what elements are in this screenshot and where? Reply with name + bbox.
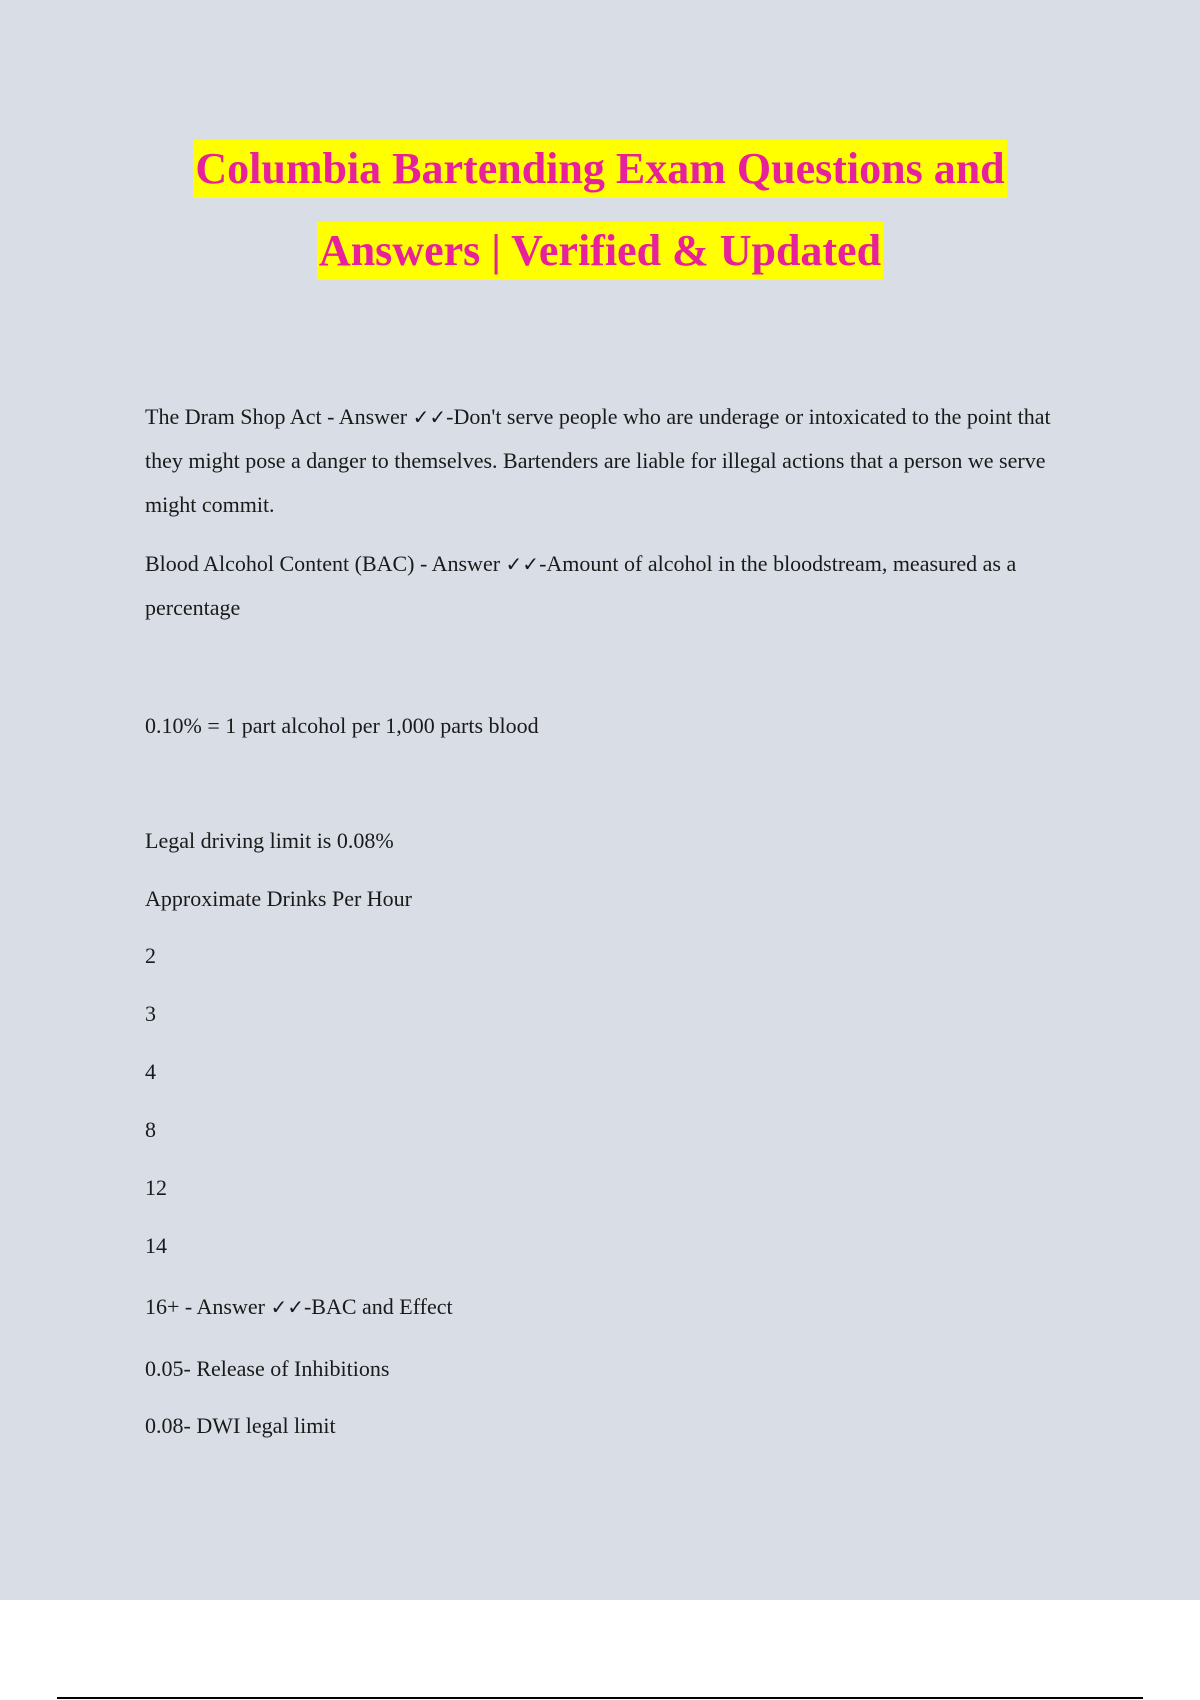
document-title <box>0 140 1200 304</box>
qa-item-bac-effect <box>145 1285 1075 1329</box>
list-item: 8 <box>145 1117 156 1142</box>
qa-item-bac <box>145 542 1075 630</box>
question-text: The Dram Shop Act - Answer <box>145 404 413 429</box>
checkmark-icon: ✓✓ <box>412 405 447 429</box>
list-item: 4 <box>145 1059 156 1084</box>
list-item: 12 <box>145 1175 167 1200</box>
checkmark-icon: ✓✓ <box>270 1295 304 1319</box>
text-line-legal-limit: Legal driving limit is 0.08% <box>145 828 394 853</box>
text-line-effect-2: 0.08- DWI legal limit <box>145 1413 336 1438</box>
list-item: 3 <box>145 1001 156 1026</box>
question-text: Blood Alcohol Content (BAC) - Answer <box>145 551 506 576</box>
qa-item-dram-shop <box>145 395 1075 527</box>
answer-text: -Amount of alcohol in the bloodstream, measured as a percentage <box>145 551 1017 620</box>
checkmark-icon: ✓✓ <box>505 552 540 576</box>
text-line-ratio: 0.10% = 1 part alcohol per 1,000 parts blood <box>145 713 539 738</box>
title-line-2: Answers | Verified & Updated <box>317 222 883 280</box>
answer-text: -BAC and Effect <box>303 1294 453 1319</box>
list-item: 14 <box>145 1233 167 1258</box>
text-line-effect-1: 0.05- Release of Inhibitions <box>145 1356 390 1381</box>
footer-divider <box>57 1697 1143 1699</box>
question-text: 16+ - Answer <box>145 1294 271 1319</box>
answer-text: -Don't serve people who are underage or intoxicated to the point that they might pose a danger to themselves. Bartenders are liable for illegal actions that a person we serve might commit. <box>145 404 1051 517</box>
text-line-drinks-header: Approximate Drinks Per Hour <box>145 886 413 911</box>
title-line-1: Columbia Bartending Exam Questions and <box>193 140 1006 198</box>
list-item: 2 <box>145 943 156 968</box>
